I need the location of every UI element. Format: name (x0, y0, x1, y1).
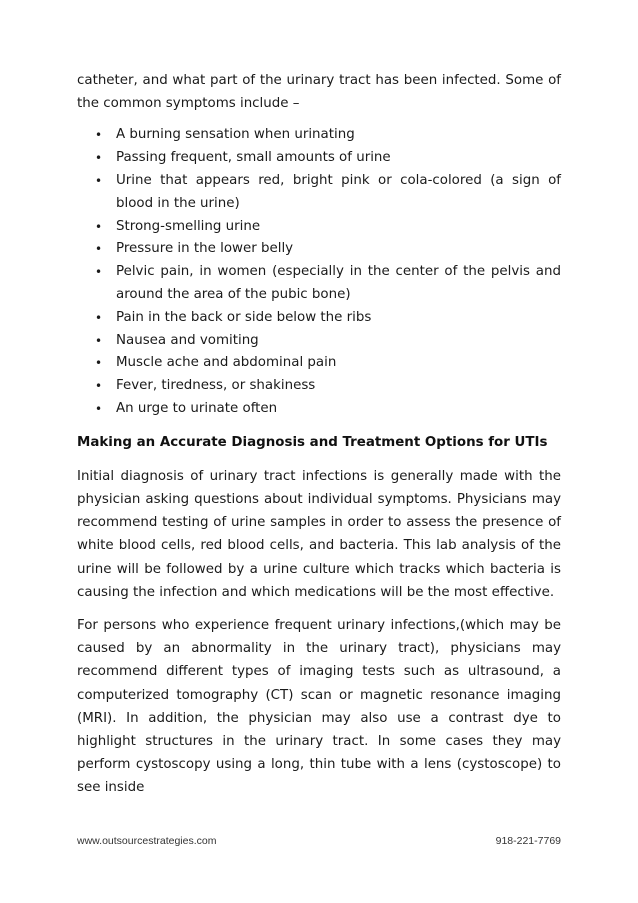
list-item (77, 124, 561, 147)
page-footer (77, 835, 561, 847)
bullet-icon: • (95, 379, 103, 394)
list-item-text: Strong-smelling urine (116, 218, 261, 234)
list-item (77, 375, 561, 398)
bullet-icon: • (95, 333, 103, 348)
bullet-icon: • (95, 174, 103, 188)
list-item (77, 261, 561, 307)
symptoms-list (77, 124, 561, 420)
list-item (77, 307, 561, 330)
bullet-icon: • (95, 151, 103, 166)
list-item-text: A burning sensation when urinating (116, 127, 355, 143)
list-item-text: Passing frequent, small amounts of urine (116, 150, 391, 166)
bullet-icon: • (95, 128, 103, 143)
bullet-icon: • (95, 401, 103, 416)
list-item (77, 238, 561, 261)
list-item (77, 216, 561, 239)
list-item (77, 330, 561, 353)
list-item (77, 352, 561, 375)
list-item (77, 147, 561, 170)
list-item-text: Fever, tiredness, or shakiness (116, 378, 316, 394)
bullet-icon: • (95, 356, 103, 371)
section-heading: Making an Accurate Diagnosis and Treatment Options for UTIs (77, 434, 548, 450)
list-item-text: Pressure in the lower belly (116, 241, 294, 257)
list-item (77, 398, 561, 421)
list-item-text: An urge to urinate often (116, 400, 278, 416)
footer-phone: 918-221-7769 (495, 835, 561, 847)
diagnosis-paragraph: Initial diagnosis of urinary tract infections is generally made with the physician asking questions about individual symptoms. Physicians may recommend testing of urine samples in order to assess the presence of white blood cells, red blood cells, and bacteria. This lab analysis of the urine will be followed by a urine culture which tracks which bacteria is causing the infection and which medications will be the most effective. (77, 468, 561, 600)
list-item (77, 170, 561, 216)
list-item-text: Pain in the back or side below the ribs (116, 309, 372, 325)
list-item-text: Muscle ache and abdominal pain (116, 355, 337, 371)
page-content (77, 69, 561, 810)
bullet-icon: • (95, 310, 103, 325)
footer-website: www.outsourcestrategies.com (77, 835, 217, 847)
list-item-text: Pelvic pain, in women (especially in the center of the pelvis and around the area of the pubic bone) (116, 264, 561, 302)
list-item-text: Nausea and vomiting (116, 332, 259, 348)
bullet-icon: • (95, 242, 103, 257)
intro-paragraph: catheter, and what part of the urinary tract has been infected. Some of the common symptoms include – (77, 73, 561, 112)
bullet-icon: • (95, 219, 103, 234)
bullet-icon: • (95, 265, 103, 280)
imaging-paragraph: For persons who experience frequent urinary infections,(which may be caused by an abnormality in the urinary tract), physicians may recommend different types of imaging tests such as ultrasound, a computerized tomography (CT) scan or magnetic resonance imaging (MRI). In addition, the physician may also use a contrast dye to highlight structures in the urinary tract. In some cases they may perform cystoscopy using a long, thin tube with a lens (cystoscope) to see inside (77, 617, 561, 796)
list-item-text: Urine that appears red, bright pink or cola-colored (a sign of blood in the urine) (116, 173, 561, 211)
